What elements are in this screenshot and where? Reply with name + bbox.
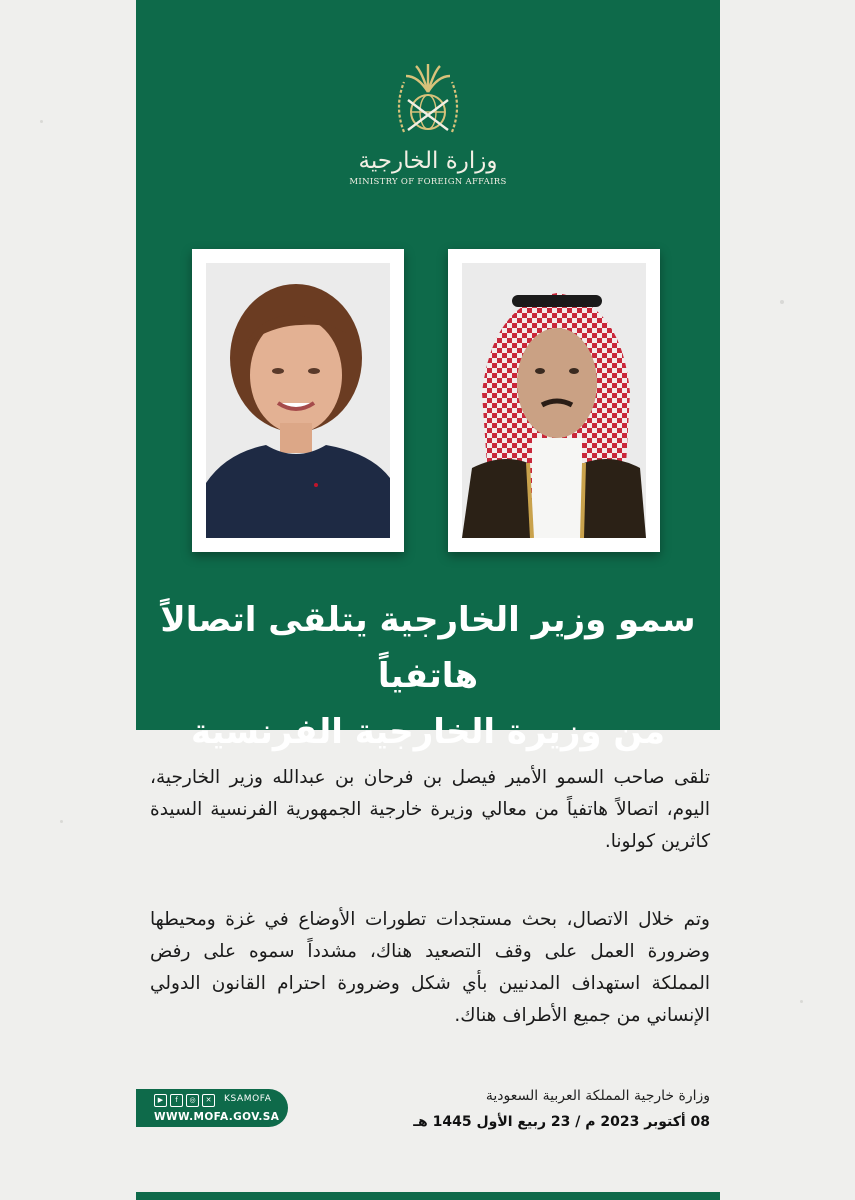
ministry-logo (136, 62, 720, 187)
photo-frame-saudi-minister (448, 249, 660, 552)
paper-texture (40, 120, 43, 123)
headline-line-2: من وزيرة الخارجية الفرنسية (190, 712, 666, 752)
body-paragraph-2: وتم خلال الاتصال، بحث مستجدات تطورات الأوضاع في غزة ومحيطها وضرورة العمل على وقف التصعيد هناك، مشدداً سموه على رفض المملكة استهداف المدنيين بأي شكل وضرورة احترام القانون الدولي الإنساني من جميع الأطراف هناك. (150, 909, 710, 1026)
portrait-french-minister (206, 263, 390, 538)
social-icons (154, 1094, 215, 1107)
bottom-strip (136, 1192, 720, 1200)
portrait-saudi-minister (462, 263, 646, 538)
social-handle[interactable]: KSAMOFA (224, 1094, 272, 1104)
footer-date: 08 أكتوبر 2023 م / 23 ربيع الأول 1445 هـ (413, 1114, 710, 1130)
x-icon[interactable]: ✕ (202, 1094, 215, 1107)
social-badge (136, 1089, 288, 1127)
youtube-icon[interactable]: ▶ (154, 1094, 167, 1107)
website-link[interactable]: WWW.MOFA.GOV.SA (154, 1111, 280, 1123)
headline (136, 592, 720, 760)
paper-texture (780, 300, 784, 304)
paper-texture (800, 1000, 803, 1003)
ministry-name-arabic: وزارة الخارجية (358, 148, 498, 174)
photo-frame-french-minister (192, 249, 404, 552)
body-paragraph-1: تلقى صاحب السمو الأمير فيصل بن فرحان بن عبدالله وزير الخارجية، اليوم، اتصالاً هاتفياً من معالي وزيرة خارجية الجمهورية الفرنسية السيدة كاثرين كولونا. (150, 767, 710, 852)
facebook-icon[interactable]: f (170, 1094, 183, 1107)
palm-swords-emblem-icon (390, 62, 466, 140)
footer-organization: وزارة خارجية المملكة العربية السعودية (485, 1088, 710, 1104)
headline-line-1: سمو وزير الخارجية يتلقى اتصالاً هاتفياً (160, 600, 696, 696)
instagram-icon[interactable]: ◎ (186, 1094, 199, 1107)
ministry-name-english: MINISTRY OF FOREIGN AFFAIRS (349, 177, 507, 187)
paper-texture (60, 820, 63, 823)
header-panel (136, 0, 720, 752)
